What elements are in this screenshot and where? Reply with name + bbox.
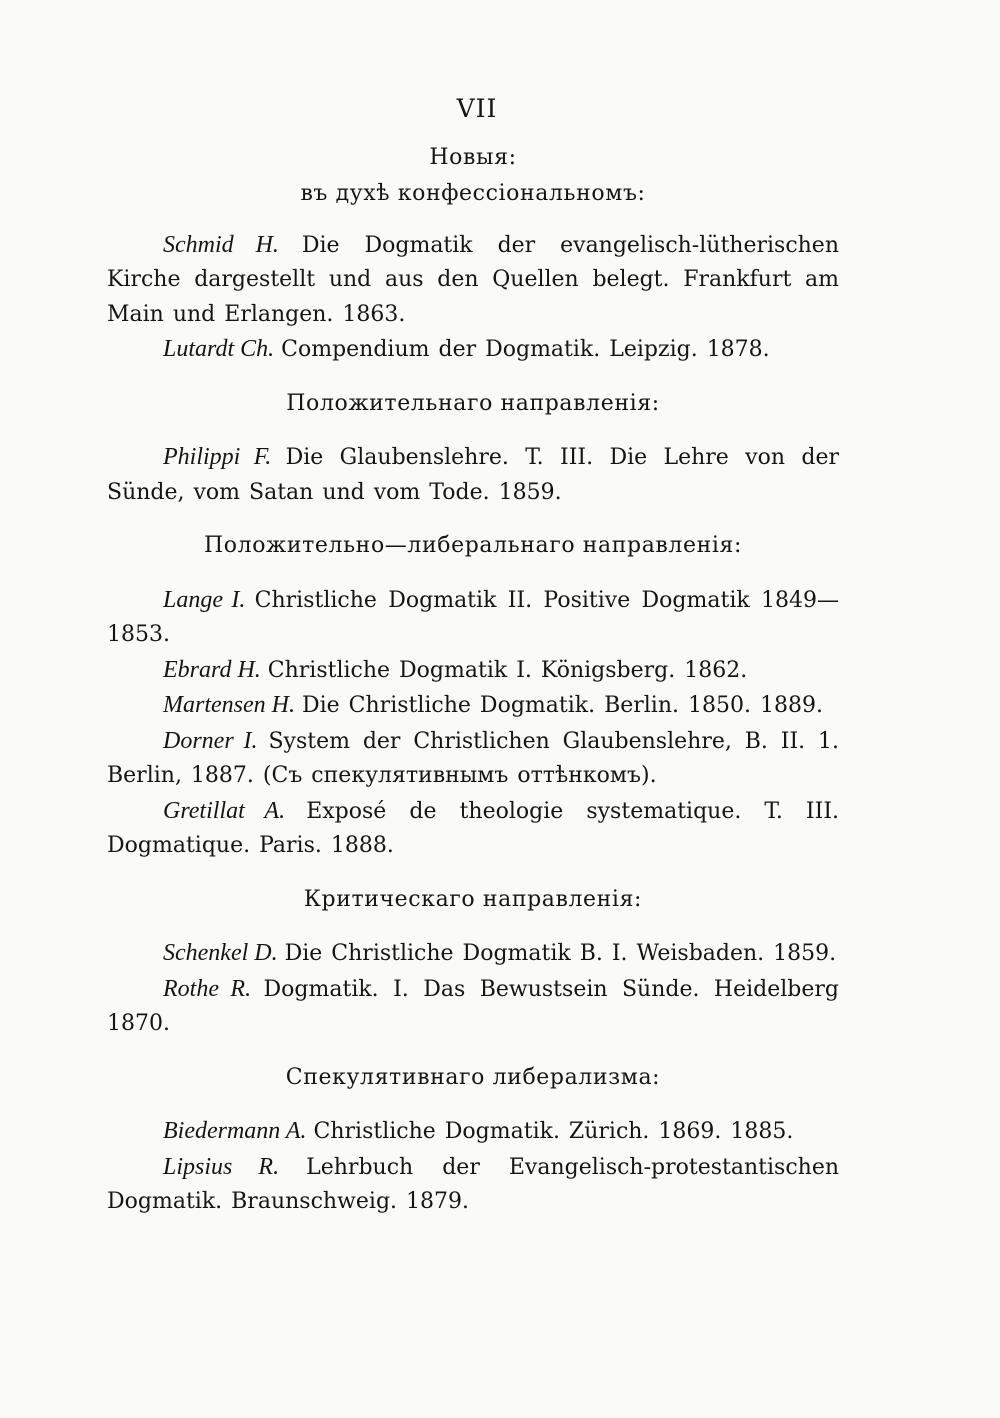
entry-author: Ebrard H. (163, 656, 261, 683)
bibliography-entry (107, 332, 839, 368)
section-heading: Спекулятивнаго либерализма: (285, 1064, 661, 1090)
section-heading: Положительно—либеральнаго направленія: (203, 533, 743, 558)
entry-text: Christliche Dogmatik I. Königsberg. 1862. (267, 657, 748, 683)
bibliography-entry (107, 1150, 839, 1220)
bibliography-entry (107, 583, 839, 653)
bibliography-entry (107, 1114, 839, 1150)
bibliography-entry (107, 794, 839, 864)
entry-author: Lipsius R. (163, 1153, 280, 1180)
entry-text: Exposé de theologie systematique. T. III. Dogmatique. Paris. 1888. (107, 798, 839, 858)
page-number: VII (456, 94, 498, 123)
entry-author: Schenkel D. (163, 940, 278, 966)
entry-author: Biedermann A. (163, 1118, 307, 1144)
entry-text: Dogmatik. I. Das Bewustsein Sünde. Heidelberg 1870. (107, 976, 839, 1036)
section-heading: Положительнаго направленія: (286, 390, 660, 416)
entry-text: Compendium der Dogmatik. Leipzig. 1878. (281, 337, 770, 362)
bibliography-entry (107, 688, 839, 724)
entry-author: Lutardt Ch. (163, 336, 275, 362)
entry-author: Philippi F. (163, 444, 272, 470)
entry-author: Dorner I. (163, 727, 258, 754)
bibliography-entry (107, 440, 839, 510)
entry-author: Gretillat A. (163, 797, 286, 824)
entry-text: System der Christlichen Glaubenslehre, B. II. 1. Berlin, 1887. (Съ спекулятивнымъ оттѣнкомъ). (107, 728, 840, 788)
bibliography-entry (107, 228, 839, 333)
entry-text: Die Christliche Dogmatik B. I. Weisbaden. 1859. (284, 941, 837, 966)
section-heading-new: Новыя: (429, 144, 517, 170)
bibliography-entry (107, 653, 839, 689)
entry-text: Die Dogmatik der evangelisch-lütherischen Kirche dargestellt und aus den Quellen belegt. Frankfurt am Main und Erlangen. 1863. (107, 232, 839, 327)
entry-text: Die Glaubenslehre. T. III. Die Lehre von der Sünde, vom Satan und vom Tode. 1859. (107, 445, 839, 505)
entry-author: Schmid H. (163, 231, 279, 258)
bibliography-entry (107, 936, 839, 972)
entry-text: Die Christliche Dogmatik. Berlin. 1850. 1889. (301, 693, 823, 718)
entry-author: Lange I. (163, 586, 246, 613)
bibliography-section (107, 1061, 839, 1220)
entry-text: Christliche Dogmatik. Zürich. 1869. 1885. (313, 1119, 794, 1144)
entry-author: Rothe R. (163, 975, 252, 1002)
page-content (107, 92, 839, 1220)
bibliography-section (107, 529, 839, 864)
entry-text: Lehrbuch der Evangelisch-protestantischen Dogmatik. Braunschweig. 1879. (107, 1154, 840, 1214)
entry-author: Martensen H. (163, 692, 295, 718)
section-subheading-confessional: въ духѣ конфессіональномъ: (300, 181, 646, 206)
bibliography-section (107, 883, 839, 1042)
bibliography-entry (107, 972, 839, 1042)
bibliography-section (107, 387, 839, 511)
entry-text: Christliche Dogmatik II. Positive Dogmatik 1849—1853. (107, 587, 839, 647)
bibliography-section (107, 228, 839, 368)
section-heading: Критическаго направленія: (303, 886, 643, 912)
bibliography-entry (107, 724, 839, 794)
